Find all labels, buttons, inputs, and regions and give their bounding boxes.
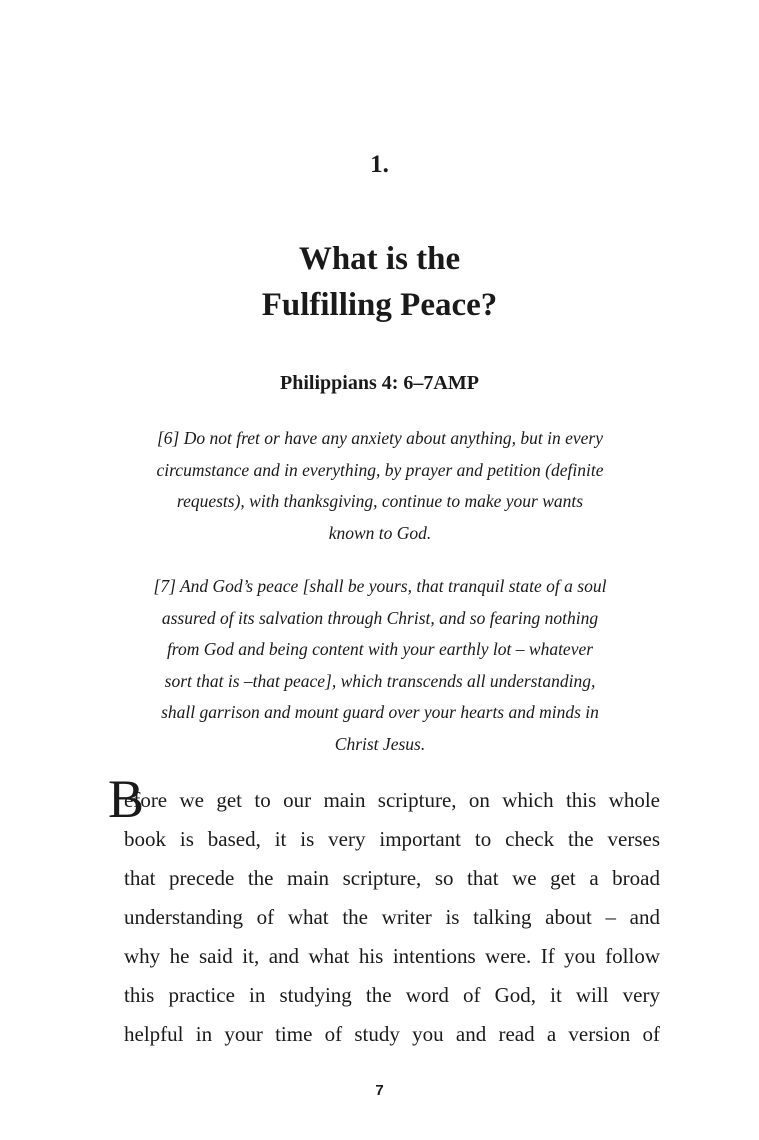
verse-line: [6] Do not fret or have any anxiety about anything, but in every <box>157 428 603 448</box>
verse-7 <box>140 571 620 761</box>
page-number: 7 <box>375 1082 384 1099</box>
verse-line: known to God. <box>328 522 432 543</box>
verse-line: [7] And God’s peace [shall be yours, that tranquil state of a soul <box>153 576 607 596</box>
body-paragraph <box>124 781 660 1054</box>
body-line: helpful in your time of study you and read a version of <box>124 1022 660 1046</box>
chapter-number: 1. <box>370 151 389 178</box>
verse-line: circumstance and in everything, by prayer and petition (definite <box>156 459 604 480</box>
verse-line: shall garrison and mount guard over your hearts and minds in <box>161 702 599 723</box>
scripture-reference: Philippians 4: 6–7AMP <box>280 372 479 394</box>
body-line: efore we get to our main scripture, on which this whole <box>124 788 660 812</box>
chapter-title-line: Fulfilling Peace? <box>261 287 498 323</box>
chapter-title-line: What is the <box>298 241 461 277</box>
verse-line: Christ Jesus. <box>334 733 426 754</box>
verse-line: from God and being content with your earthly lot – whatever <box>166 639 594 660</box>
verse-line: requests), with thanksgiving, continue to make your wants <box>176 491 584 512</box>
verse-6 <box>140 423 620 549</box>
chapter-title <box>0 236 759 328</box>
verse-line: assured of its salvation through Christ, and so fearing nothing <box>161 607 599 628</box>
body-line: understanding of what the writer is talking about – and <box>124 905 660 929</box>
body-line: this practice in studying the word of God, it will very <box>124 983 660 1007</box>
verse-line: sort that is –that peace], which transcends all understanding, <box>164 670 596 691</box>
body-line: book is based, it is very important to check the verses <box>124 827 660 851</box>
drop-cap: B <box>108 769 145 829</box>
body-line: why he said it, and what his intentions were. If you follow <box>124 944 660 968</box>
body-line: that precede the main scripture, so that we get a broad <box>124 866 660 890</box>
